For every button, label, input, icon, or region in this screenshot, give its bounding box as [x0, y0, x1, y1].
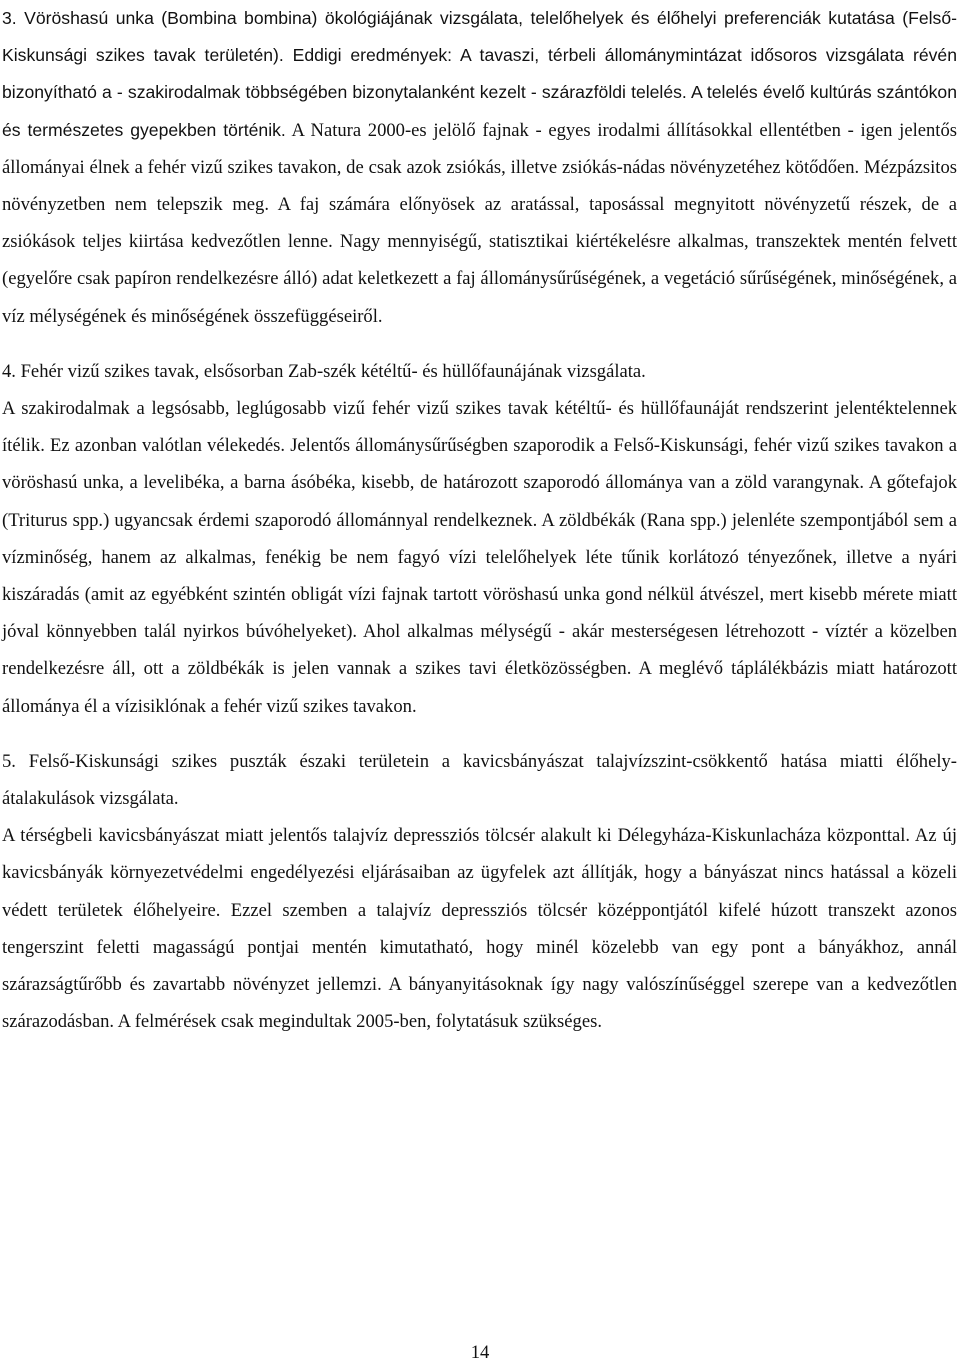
section-3-intro-text: 3. Vöröshasú unka (Bombina bombina) ökológiájának vizsgálata, telelőhelyek és élőhelyi preferenciák kutatása (Felső-Kiskunsági szikes tavak területén). Eddigi eredmények: A tavaszi, térbeli állománymintázat idősoros vizsgálata révén bizonyítható a - szakirodalmak többségében bizonytalanként kezelt - szárazföldi telelés. A telelés évelő kultúrás szántókon és természetes gyepekben történik. — [2, 8, 957, 140]
page-number: 14 — [470, 1342, 490, 1363]
paragraph-spacer — [2, 335, 957, 353]
paragraph-spacer — [2, 725, 957, 743]
section-4-title: 4. Fehér vizű szikes tavak, elsősorban Zab-szék kétéltű- és hüllőfaunájának vizsgálata. — [2, 360, 646, 382]
section-4-body: A szakirodalmak a legsósabb, leglúgosabb vizű fehér vizű szikes tavak kétéltű- és hüllőfaunáját rendszerint jelentéktelennek ítélik. Ez azonban valótlan vélekedés. Jelentős állománysűrűségben szaporodik a Felső-Kiskunsági, fehér vizű szikes tavakon a vöröshasú unka, a levelibéka, a barna ásóbéka, kisebb, de határozott szaporodó állománya van a zöld varangynak. A gőtefajok (Triturus spp.) ugyancsak érdemi szaporodó állománnyal rendelkeznek. A zöldbékák (Rana spp.) jelenléte szempontjából sem a vízminőség, hanem az alkalmas, fenékig be nem fagyó vízi telelőhelyek léte tűnik korlátozó tényezőnek, illetve a nyári kiszáradás (amit az egyébként szintén obligát vízi fajnak tartott vöröshasú unka gond nélkül átvészel, mert kisebb mérete miatt jóval könnyebben talál nyirkos búvóhelyeket). Ahol alkalmas mélységű - akár mesterségesen létrehozott - víztér a közelben rendelkezésre áll, ott a zöldbékák is jelen vannak a szikes tavi életközösségben. A meglévő táplálékbázis miatt határozott állománya él a vízisiklónak a fehér vizű szikes tavakon. — [2, 398, 957, 717]
section-3-paragraph — [2, 0, 957, 335]
section-3-body-text: A Natura 2000-es jelölő fajnak - egyes irodalmi állításokkal ellentétben - igen jelentős állományai élnek a fehér vizű szikes tavakon, de csak azok zsiókás, illetve zsiókás-nádas növényzetéhez kötődően. Mézpázsitos növényzetben nem telepszik meg. A faj számára előnyösek az aratással, taposással megnyitott növényzetű részek, de a zsiókások teljes kiirtása kedvezőtlen lenne. Nagy mennyiségű, statisztikai kiértékelésre alkalmas, transzektek mentén felvett (egyelőre csak papíron rendelkezésre álló) adat keletkezett a faj állománysűrűségének, a vegetáció sűrűségének, minőségének, a víz mélységének és minőségének összefüggéseiről. — [2, 119, 957, 327]
section-5-title: 5. Felső-Kiskunsági szikes puszták északi területein a kavicsbányászat talajvízszint-csökkentő hatása miatti élőhely-átalakulások vizsgálata. — [2, 750, 957, 810]
section-5-body: A térségbeli kavicsbányászat miatt jelentős talajvíz depressziós tölcsér alakult ki Délegyháza-Kiskunlacháza központtal. Az új kavicsbányák környezetvédelmi engedélyezési eljárásaiban az ügyfelek azt állítják, hogy a bányászat nincs hatással a közeli védett területek élőhelyeire. Ezzel szemben a talajvíz depressziós tölcsér középpontjától kifelé húzott transzekt azonos tengerszint feletti magasságú pontjai mentén kimutatható, hogy minél közelebb van egy pont a bányákhoz, annál szárazságtűrőbb és zavartabb növényzet jellemzi. A bányanyitásoknak így nagy valószínűséggel szerepe van a kedvezőtlen szárazodásban. A felmérések csak megindultak 2005-ben, folytatásuk szükséges. — [2, 825, 957, 1033]
